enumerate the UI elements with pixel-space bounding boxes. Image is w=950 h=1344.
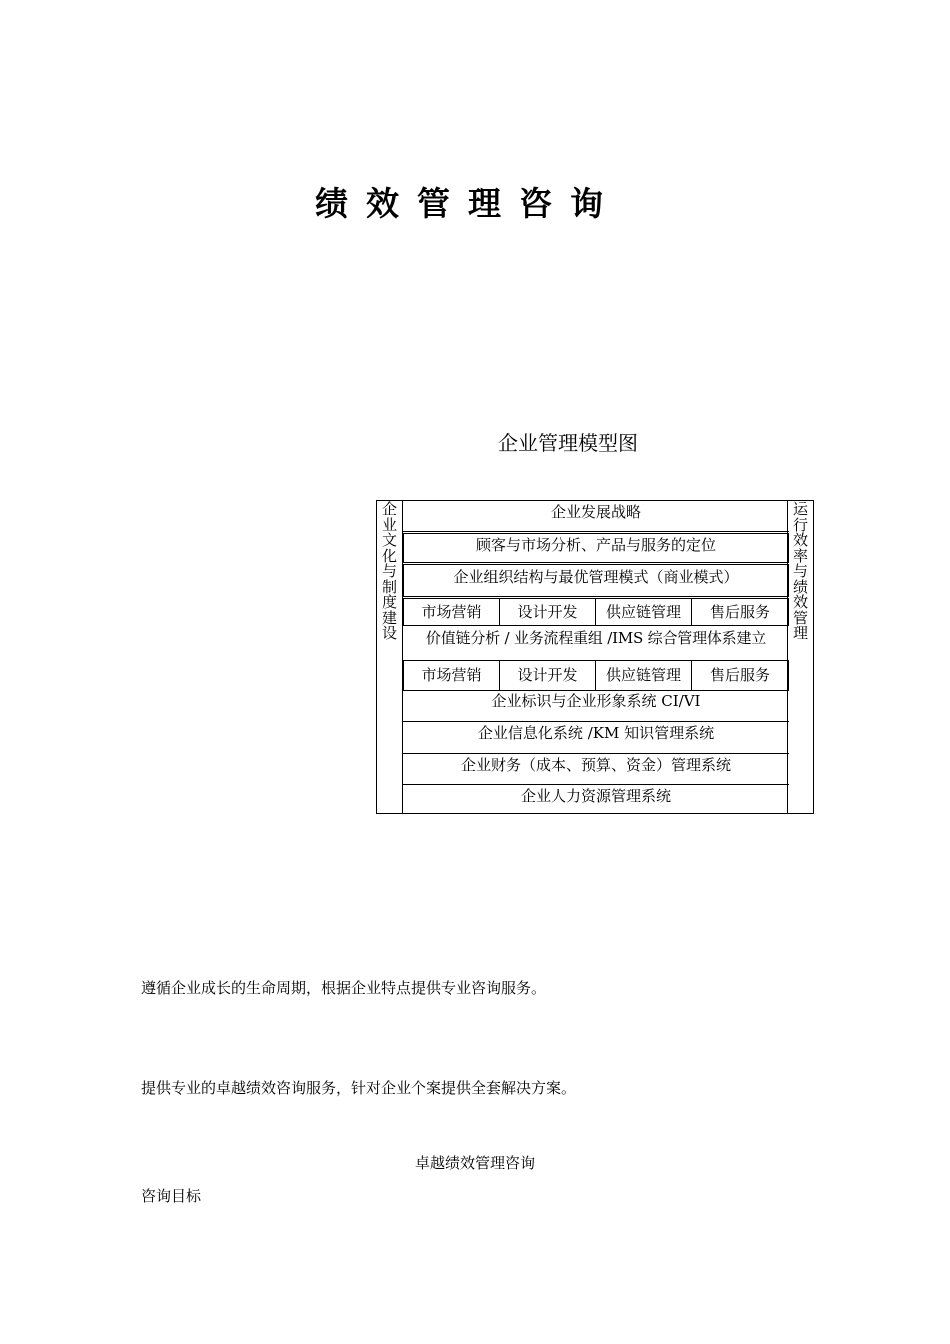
- right-label-char: 效: [792, 531, 808, 549]
- function-cell-after-sales-bottom: 售后服务: [691, 660, 789, 691]
- right-label-char: 理: [792, 624, 808, 642]
- right-label-char: 管: [792, 608, 808, 627]
- information-km-system-row: 企业信息化系统 /KM 知识管理系统: [403, 722, 789, 754]
- strategy-row: 企业发展战略: [403, 501, 789, 532]
- function-cell-marketing-bottom: 市场营销: [403, 660, 500, 691]
- consulting-goal-heading: 咨询目标: [141, 1187, 202, 1205]
- service-paragraph: 提供专业的卓越绩效咨询服务，针对企业个案提供全套解决方案。: [141, 1079, 577, 1097]
- section-heading: 卓越绩效管理咨询: [414, 1154, 535, 1172]
- lifecycle-paragraph: 遵循企业成长的生命周期，根据企业特点提供专业咨询服务。: [141, 979, 547, 997]
- finance-system-row: 企业财务（成本、预算、资金）管理系统: [403, 754, 789, 785]
- left-label-char: 与: [381, 562, 397, 580]
- right-label-char: 行: [792, 515, 808, 534]
- document-title: 绩效管理咨询: [315, 184, 621, 223]
- left-vertical-label: [377, 501, 403, 813]
- right-label-char: 绩: [792, 577, 808, 596]
- right-label-char: 率: [792, 546, 808, 565]
- right-vertical-label: [787, 501, 813, 813]
- function-cell-design-top: 设计开发: [499, 598, 596, 626]
- function-cell-supply-chain-bottom: 供应链管理: [595, 660, 692, 691]
- left-label-char: 化: [381, 546, 397, 565]
- left-label-char: 企: [381, 500, 397, 518]
- function-cell-supply-chain-top: 供应链管理: [595, 598, 692, 626]
- left-label-char: 文: [381, 531, 397, 549]
- management-model-diagram: [376, 500, 814, 814]
- left-label-char: 设: [381, 624, 397, 642]
- model-diagram-title: 企业管理模型图: [498, 431, 638, 455]
- market-analysis-row: 顾客与市场分析、产品与服务的定位: [403, 533, 789, 563]
- organization-structure-row: 企业组织结构与最优管理模式（商业模式）: [403, 564, 789, 597]
- left-label-char: 度: [381, 593, 397, 611]
- right-label-char: 与: [792, 562, 808, 580]
- function-cell-after-sales-top: 售后服务: [691, 598, 789, 626]
- right-label-char: 运: [792, 500, 808, 518]
- left-label-char: 业: [381, 515, 397, 534]
- ci-vi-system-row: 企业标识与企业形象系统 CI/VI: [403, 690, 789, 722]
- left-label-char: 建: [381, 608, 397, 627]
- value-chain-row: 价值链分析 / 业务流程重组 /IMS 综合管理体系建立: [425, 629, 767, 647]
- function-cell-marketing-top: 市场营销: [403, 598, 500, 626]
- right-label-char: 效: [792, 593, 808, 611]
- function-cell-design-bottom: 设计开发: [499, 660, 596, 691]
- left-label-char: 制: [381, 577, 397, 596]
- hr-system-row: 企业人力资源管理系统: [520, 787, 671, 805]
